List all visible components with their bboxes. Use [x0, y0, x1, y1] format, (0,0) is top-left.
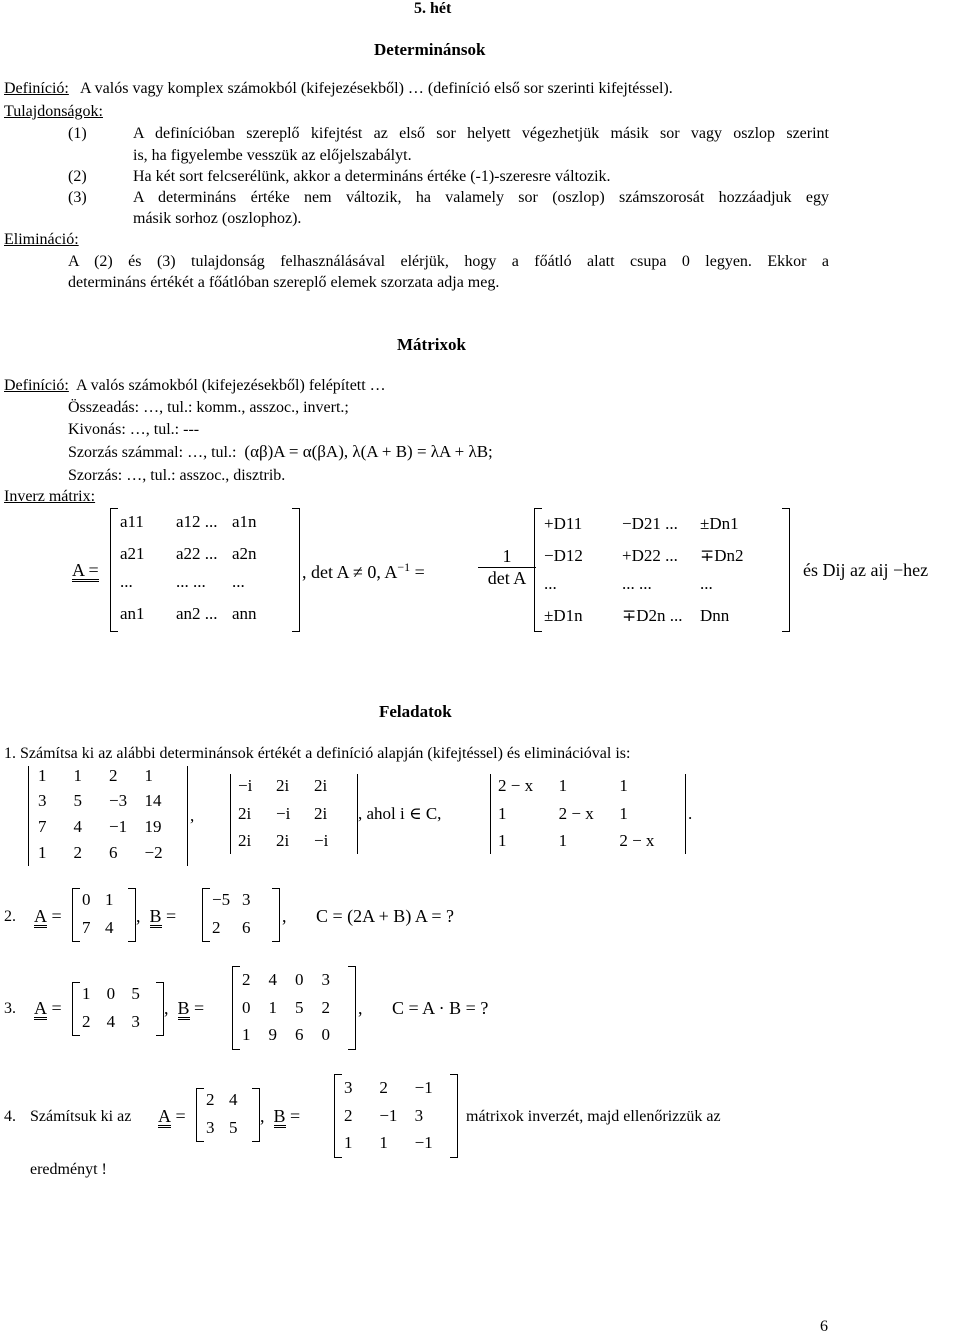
task4-B-label: , B =: [260, 1106, 301, 1126]
mat-cell: 2: [206, 1090, 215, 1109]
task4-tail: mátrixok inverzét, majd ellenőrizzük az: [466, 1108, 721, 1125]
left-bracket: [110, 508, 118, 632]
mat-cell: ...: [232, 572, 245, 591]
right-bracket: [292, 508, 300, 632]
mat-cell: 2: [321, 998, 330, 1017]
prop2-text: Ha két sort felcserélünk, akkor a determináns értéke (-1)-szeresre változik.: [133, 168, 611, 185]
det-cell: 1: [38, 843, 47, 862]
det-cell: 2i: [238, 804, 252, 823]
prop1-line1: A definícióban szereplő kifejtést az első sor helyett végezhetjük másik sor vagy oszlop szerint: [133, 125, 829, 142]
task4-matrix-A: [196, 1088, 260, 1142]
mat-cell: ann: [232, 604, 257, 623]
det-cell: −i: [276, 804, 291, 823]
mat-cell: 1: [379, 1133, 388, 1152]
mat-cell: 1: [268, 998, 277, 1017]
mat-cell: −5: [212, 890, 231, 909]
mat-def-label: Definíció:: [4, 377, 69, 394]
det-cell: 1: [498, 831, 507, 850]
week-heading: 5. hét: [414, 0, 452, 17]
properties-label: Tulajdonságok:: [4, 103, 103, 120]
task1-determinant-complex: [230, 774, 358, 854]
det-cell: 1: [619, 776, 628, 795]
fraction-denominator: det A: [478, 567, 536, 589]
prop3-number: (3): [68, 189, 87, 206]
elimination-line2: determináns értékét a főátlóban szereplő elemek szorzata adja meg.: [68, 274, 500, 291]
mat-cell: ±Dn1: [700, 514, 739, 533]
mat-cell: 3: [242, 890, 251, 909]
right-bracket: [348, 966, 356, 1050]
mat-cell: an2 ...: [176, 604, 218, 623]
mat-cell: 3: [206, 1118, 215, 1137]
mat-cell: +D22 ...: [622, 546, 678, 565]
mat-cell: 4: [105, 918, 114, 937]
mat-cell: −D21 ...: [622, 514, 678, 533]
mat-cell: 3: [131, 1012, 140, 1031]
det-cell: −3: [109, 791, 128, 810]
task4-matrix-B: [334, 1074, 458, 1158]
det-cell: 2 − x: [619, 831, 655, 850]
mat-cell: a21: [120, 544, 145, 563]
det-cell: −1: [109, 817, 128, 836]
det-cell: 2: [73, 843, 82, 862]
mat-cell: an1: [120, 604, 145, 623]
mat-cell: 0: [82, 890, 91, 909]
scalar-mult-formula: (αβ)A = α(βA), λ(A + B) = λA + λB;: [244, 442, 493, 461]
task3-matrix-A: [72, 982, 164, 1036]
period: .: [688, 804, 693, 823]
det-cell: 1: [558, 776, 568, 795]
task4-text: Számítsuk ki az: [30, 1108, 132, 1125]
det-cell: 1: [558, 831, 568, 850]
mat-cell: 1: [242, 1025, 251, 1044]
det-cell: 14: [144, 791, 162, 810]
adjugate-matrix: [534, 508, 790, 632]
mat-cell: ±D1n: [544, 606, 583, 625]
mat-cell: 2: [344, 1106, 353, 1125]
task3-matrix-B: [232, 966, 356, 1050]
mat-cell: a12 ...: [176, 512, 218, 531]
det-cell: 2i: [276, 831, 290, 850]
right-bracket: [450, 1074, 458, 1158]
det-condition: [302, 560, 425, 583]
left-bracket: [72, 888, 80, 942]
det-bar-right: [187, 766, 188, 866]
mat-cell: ... ...: [176, 572, 206, 591]
mat-cell: 3: [414, 1106, 424, 1125]
elimination-label: Elimináció:: [4, 231, 79, 248]
mat-cell: 4: [106, 1012, 116, 1031]
det-def-text: A valós vagy komplex számokból (kifejezésekből) … (definíció első sor szerinti kifejtéssel).: [80, 80, 673, 97]
section-title-matrices: Mátrixok: [397, 335, 466, 354]
mat-cell: 2: [212, 918, 221, 937]
mat-cell: 2: [242, 970, 251, 989]
comma: ,: [190, 806, 195, 825]
mat-cell: −1: [414, 1078, 433, 1097]
mat-cell: 0: [242, 998, 251, 1017]
mat-cell: 9: [268, 1025, 277, 1044]
mat-cell: a2n: [232, 544, 257, 563]
task3-A-label: A =: [34, 998, 62, 1018]
det-cell: 1: [144, 766, 153, 785]
cofactor-note: és Dij az aij −hez: [803, 560, 929, 580]
prop2-number: (2): [68, 168, 87, 185]
det-cell: −i: [314, 831, 329, 850]
mat-cell: 2: [82, 1012, 91, 1031]
inverse-exponent: −1: [397, 560, 411, 574]
det-definition: [4, 80, 673, 98]
prop3-line1: A determináns értéke nem változik, ha valamely sor (oszlop) számszorosát hozzáadjuk egy: [133, 189, 829, 206]
prop1-number: (1): [68, 125, 87, 142]
mat-cell: a11: [120, 512, 144, 531]
task2-number: 2.: [4, 908, 16, 925]
det-cell: 2i: [276, 776, 290, 795]
mat-cell: ...: [120, 572, 133, 591]
mat-cell: ...: [544, 574, 557, 593]
left-bracket: [202, 888, 210, 942]
task4-A-label: A =: [158, 1106, 186, 1126]
mat-cell: a1n: [232, 512, 257, 531]
left-bracket: [534, 508, 542, 632]
task4-number: 4.: [4, 1108, 16, 1125]
matrix-A-general: [110, 508, 300, 632]
left-bracket: [196, 1088, 204, 1142]
mat-cell: +D11: [544, 514, 583, 533]
task1-text: 1. Számítsa ki az alábbi determinánsok értékét a definíció alapján (kifejtéssel) és eliminációval is:: [4, 745, 631, 762]
task3-question: C = A · B = ?: [392, 998, 489, 1018]
mat-cell: 0: [321, 1025, 330, 1044]
mat-cell: 6: [242, 918, 251, 937]
mat-cell: 0: [295, 970, 304, 989]
mat-cell: 3: [321, 970, 330, 989]
fraction-1-over-detA: [478, 546, 536, 589]
det-cell: 4: [73, 817, 82, 836]
right-bracket: [272, 888, 280, 942]
multiplication-line: Szorzás: …, tul.: asszoc., disztrib.: [68, 467, 286, 484]
mat-cell: 4: [268, 970, 277, 989]
comma: ,: [358, 998, 363, 1018]
comma: ,: [282, 906, 287, 926]
det-bar-left: [490, 774, 491, 854]
det-cell: 1: [73, 766, 82, 785]
det-cell: 6: [109, 843, 118, 862]
det-bar-right: [685, 774, 686, 854]
task2-question: C = (2A + B) A = ?: [316, 906, 454, 926]
inverse-matrix-label: Inverz mátrix:: [4, 488, 96, 505]
section-title-determinants: Determinánsok: [374, 40, 486, 59]
mat-cell: 2: [379, 1078, 388, 1097]
det-cell: 2: [109, 766, 118, 785]
addition-line: Összeadás: …, tul.: komm., asszoc., invert.;: [68, 399, 349, 416]
det-cell: 3: [38, 791, 47, 810]
det-cell: 2 − x: [498, 776, 534, 795]
mat-cell: 5: [229, 1118, 238, 1137]
det-cell: 7: [38, 817, 47, 836]
det-bar-left: [28, 766, 29, 866]
scalar-mult-prefix: Szorzás számmal: …, tul.:: [68, 444, 237, 461]
left-bracket: [334, 1074, 342, 1158]
prop1-line2: is, ha figyelembe vesszük az előjelszabályt.: [133, 147, 412, 164]
left-bracket: [232, 966, 240, 1050]
task3-B-label: , B =: [164, 998, 205, 1018]
task2-matrix-A: [72, 888, 136, 942]
mat-cell: ...: [700, 574, 713, 593]
scalar-mult-line: [68, 442, 493, 462]
matrix-A-symbol: [72, 560, 99, 582]
mat-cell: 7: [82, 918, 91, 937]
mat-cell: 6: [295, 1025, 304, 1044]
det-cell: 2i: [238, 831, 252, 850]
left-bracket: [72, 982, 80, 1036]
mat-cell: −1: [414, 1133, 433, 1152]
task4-line2: eredményt !: [30, 1161, 107, 1178]
task3-number: 3.: [4, 1000, 16, 1017]
det-condition-text: , det A ≠ 0, A: [302, 562, 398, 582]
A-eq: A =: [72, 560, 99, 580]
mat-cell: ∓Dn2: [700, 546, 744, 565]
det-cell: 2i: [314, 776, 328, 795]
mat-cell: −1: [379, 1106, 398, 1125]
mat-cell: ∓D2n ...: [622, 606, 683, 625]
elimination-line1: A (2) és (3) tulajdonság felhasználásával elérjük, hogy a főátló alatt csupa 0 legyen. Ekkor a: [68, 253, 829, 270]
det-cell: 1: [619, 804, 628, 823]
mat-cell: 1: [344, 1133, 353, 1152]
page-number: 6: [820, 1318, 828, 1335]
matrix-definition: [4, 377, 386, 395]
inverse-equals: =: [414, 562, 425, 582]
subtraction-line: Kivonás: …, tul.: ---: [68, 421, 200, 438]
det-cell: 1: [38, 766, 47, 785]
mat-cell: 1: [82, 984, 91, 1003]
det-cell: −i: [238, 776, 253, 795]
det-cell: 1: [498, 804, 507, 823]
mat-cell: ... ...: [622, 574, 652, 593]
det-cell: 2 − x: [558, 804, 594, 823]
complex-condition: , ahol i ∈ C,: [358, 804, 442, 823]
det-cell: −2: [144, 843, 163, 862]
right-bracket: [252, 1088, 260, 1142]
mat-cell: 5: [131, 984, 140, 1003]
right-bracket: [128, 888, 136, 942]
section-title-tasks: Feladatok: [379, 702, 452, 721]
mat-cell: 4: [229, 1090, 238, 1109]
mat-cell: 1: [105, 890, 114, 909]
task2-A-label: A =: [34, 906, 62, 926]
mat-cell: Dnn: [700, 606, 730, 625]
det-cell: 5: [73, 791, 82, 810]
det-bar-left: [230, 774, 231, 854]
mat-cell: 5: [295, 998, 304, 1017]
task1-determinant-4x4: [28, 766, 188, 866]
mat-cell: 3: [344, 1078, 353, 1097]
task1-determinant-x: [490, 774, 686, 854]
det-def-label: Definíció:: [4, 80, 69, 97]
task2-B-label: , B =: [136, 906, 177, 926]
mat-def-text: A valós számokból (kifejezésekből) felépített …: [76, 377, 386, 394]
right-bracket: [156, 982, 164, 1036]
prop3-line2: másik sorhoz (oszlophoz).: [133, 210, 302, 227]
mat-cell: 0: [106, 984, 116, 1003]
task2-matrix-B: [202, 888, 280, 942]
fraction-numerator: 1: [502, 546, 512, 566]
det-cell: 19: [144, 817, 162, 836]
right-bracket: [782, 508, 790, 632]
mat-cell: −D12: [544, 546, 583, 565]
mat-cell: a22 ...: [176, 544, 218, 563]
det-cell: 2i: [314, 804, 328, 823]
